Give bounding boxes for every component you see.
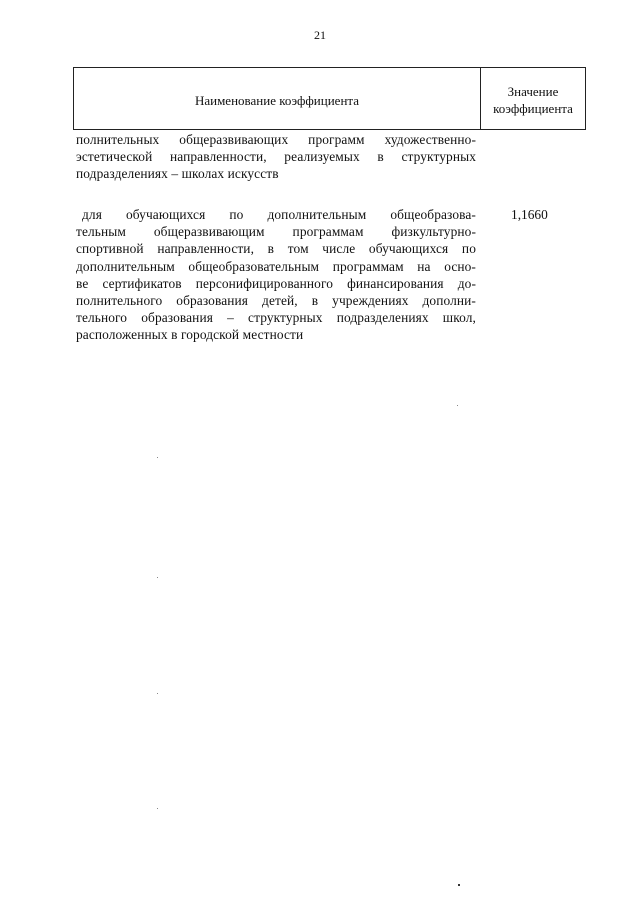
text-line: спортивной направленности, в том числе обучающихся по [76, 241, 476, 257]
coefficient-value-header-line2: коэффициента [493, 100, 573, 116]
scan-speck [157, 693, 158, 694]
text-line: для обучающихся по дополнительным общеобразова- [82, 207, 476, 222]
scan-speck [157, 577, 158, 578]
text-line: расположенных в городской местности [76, 327, 304, 343]
row-sports-text [76, 206, 476, 344]
row-sports-value: 1,1660 [511, 207, 548, 222]
text-line: тельным общеразвивающим программам физкультурно- [76, 224, 476, 240]
scan-speck [157, 457, 158, 458]
coefficient-name-header: Наименование коэффициента [74, 68, 481, 129]
text-line: полнительного образования детей, в учреждениях дополни- [76, 293, 476, 309]
text-line: подразделениях – школах искусств [76, 166, 279, 182]
page-number: 21 [314, 28, 326, 42]
text-line: ве сертификатов персонифицированного финансирования до- [76, 275, 476, 291]
row-art-schools-text [76, 131, 476, 183]
text-line: дополнительным общеобразовательным программам на осно- [76, 258, 476, 274]
coefficient-value-header [481, 68, 585, 129]
table-header [73, 67, 586, 130]
scan-speck [157, 808, 158, 809]
text-line: полнительных общеразвивающих программ художественно- [76, 132, 476, 147]
text-line: тельного образования – структурных подразделениях школ, [76, 310, 476, 326]
scan-speck [458, 884, 460, 886]
scan-speck [457, 405, 458, 406]
text-line: эстетической направленности, реализуемых в структурных [76, 149, 476, 165]
coefficient-value-header-line1: Значение [507, 83, 559, 99]
